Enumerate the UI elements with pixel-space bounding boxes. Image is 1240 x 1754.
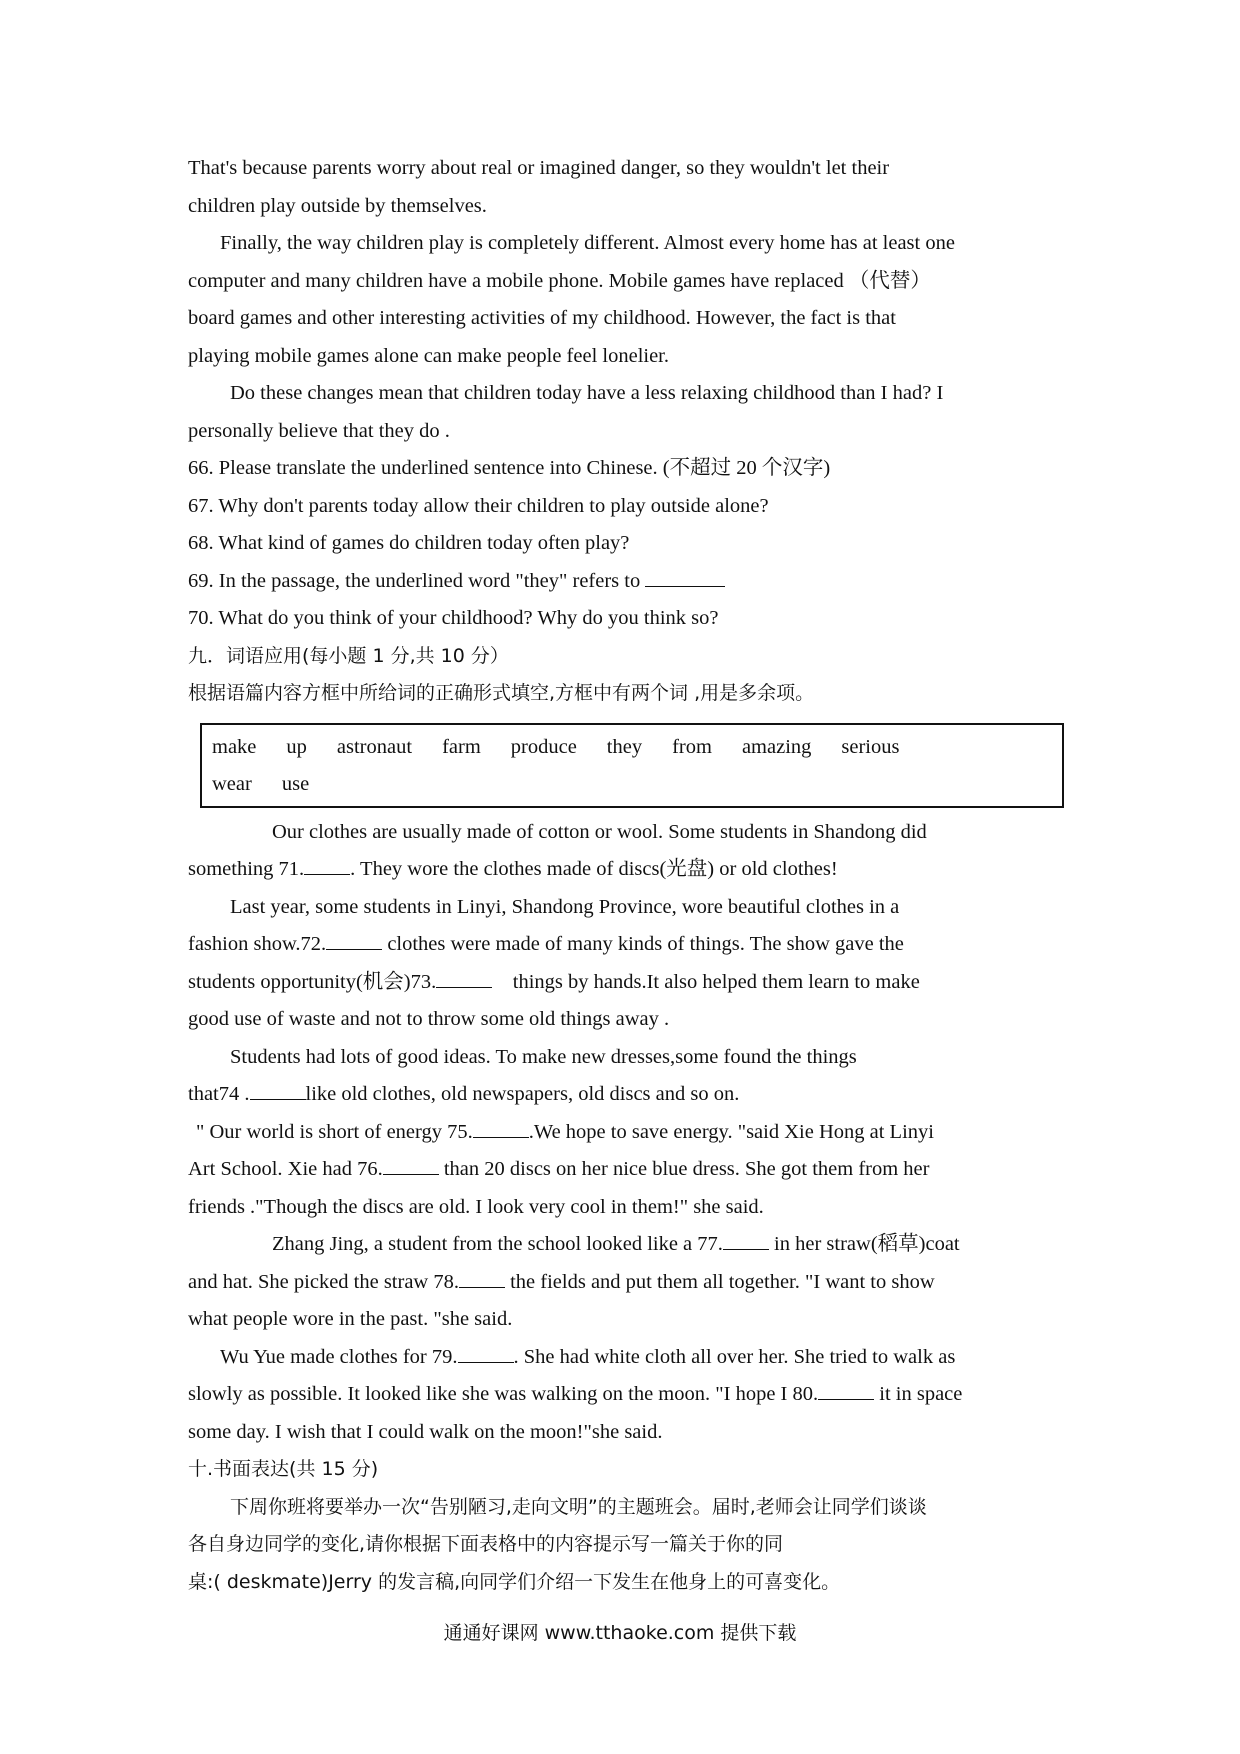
cloze-line: Wu Yue made clothes for 79. . She had white cloth all over her. She tried to walk as <box>188 1339 1068 1377</box>
word-bank-box <box>200 723 1064 808</box>
answer-blank <box>458 1342 514 1363</box>
word-bank-row <box>212 766 1052 804</box>
section-9-heading: 九．词语应用(每小题 1 分,共 10 分） <box>188 644 509 667</box>
cloze-line: what people wore in the past. "she said. <box>188 1308 513 1330</box>
question-69: 69. In the passage, the underlined word "they" refers to <box>188 563 1068 601</box>
passage-line: That's because parents worry about real or imagined danger, so they wouldn't let their <box>188 157 890 179</box>
cloze-line: Art School. Xie had 76. than 20 discs on her nice blue dress. She got them from her <box>188 1151 1068 1189</box>
cloze-line: slowly as possible. It looked like she was walking on the moon. "I hope I 80. it in space <box>188 1376 1068 1414</box>
word-bank-item: they <box>606 735 643 758</box>
word-bank-row <box>212 729 1052 767</box>
question-66: 66. Please translate the underlined sentence into Chinese. (不超过 20 个汉字) <box>188 457 831 479</box>
word-bank-item: farm <box>442 735 481 758</box>
passage-line: Do these changes mean that children today have a less relaxing childhood than I had? I <box>230 382 944 404</box>
word-bank-item: wear <box>212 773 252 795</box>
passage-line: children play outside by themselves. <box>188 194 487 217</box>
passage-line: Finally, the way children play is completely different. Almost every home has at least one <box>220 232 955 254</box>
cloze-line: and hat. She picked the straw 78. the fields and put them all together. "I want to show <box>188 1264 1068 1302</box>
answer-blank <box>459 1267 505 1288</box>
cloze-line: that74 . like old clothes, old newspapers, old discs and so on. <box>188 1076 1068 1114</box>
answer-blank <box>818 1379 874 1400</box>
section-10-text: 桌:( deskmate)Jerry 的发言稿,向同学们介绍一下发生在他身上的可喜变化。 <box>188 1570 841 1593</box>
question-67: 67. Why don't parents today allow their children to play outside alone? <box>188 494 769 517</box>
answer-blank <box>304 854 350 875</box>
word-bank-item: from <box>672 735 712 758</box>
answer-blank <box>436 967 492 988</box>
cloze-line: good use of waste and not to throw some old things away . <box>188 1008 670 1030</box>
cloze-line: students opportunity(机会)73. things by hands.It also helped them learn to make <box>188 964 1068 1002</box>
section-9-instruction: 根据语篇内容方框中所给词的正确形式填空,方框中有两个词 ,用是多余项。 <box>188 682 815 704</box>
cloze-line: something 71. . They wore the clothes made of discs(光盘) or old clothes! <box>188 851 1068 889</box>
cloze-line: Last year, some students in Linyi, Shandong Province, wore beautiful clothes in a <box>230 895 900 918</box>
word-bank-item: produce <box>510 735 577 758</box>
page-footer: 通通好课网 www.tthaoke.com 提供下载 <box>443 1622 797 1644</box>
word-bank-item: serious <box>841 735 900 758</box>
cloze-line: friends ."Though the discs are old. I look very cool in them!" she said. <box>188 1195 764 1218</box>
answer-blank <box>473 1117 529 1138</box>
cloze-line: fashion show.72. clothes were made of many kinds of things. The show gave the <box>188 926 1068 964</box>
passage-line: personally believe that they do . <box>188 419 450 442</box>
word-bank-item: up <box>286 735 307 758</box>
section-10-heading: 十.书面表达(共 15 分) <box>188 1458 379 1480</box>
passage-line: playing mobile games alone can make people feel lonelier. <box>188 344 669 367</box>
document-page <box>188 150 1068 1601</box>
cloze-line: some day. I wish that I could walk on the moon!"she said. <box>188 1420 663 1443</box>
word-bank-item: make <box>212 735 257 758</box>
cloze-line: Zhang Jing, a student from the school looked like a 77. in her straw(稻草)coat <box>188 1226 1068 1264</box>
answer-blank <box>723 1229 769 1250</box>
answer-blank <box>645 566 725 587</box>
question-70: 70. What do you think of your childhood? Why do you think so? <box>188 607 719 629</box>
answer-blank <box>250 1079 306 1100</box>
cloze-line: Our clothes are usually made of cotton or wool. Some students in Shandong did <box>272 820 927 843</box>
word-bank-item: amazing <box>741 735 812 758</box>
passage-line: computer and many children have a mobile phone. Mobile games have replaced （代替） <box>188 269 931 292</box>
question-68: 68. What kind of games do children today often play? <box>188 532 630 554</box>
answer-blank <box>383 1154 439 1175</box>
word-bank-item: astronaut <box>336 735 413 758</box>
answer-blank <box>326 929 382 950</box>
word-bank-item: use <box>281 773 310 795</box>
cloze-line: " Our world is short of energy 75. .We hope to save energy. "said Xie Hong at Linyi <box>188 1114 1068 1152</box>
section-10-text: 各自身边同学的变化,请你根据下面表格中的内容提示写一篇关于你的同 <box>188 1533 784 1555</box>
cloze-line: Students had lots of good ideas. To make new dresses,some found the things <box>230 1045 857 1068</box>
section-10-text: 下周你班将要举办一次“告别陋习,走向文明”的主题班会。届时,老师会让同学们谈谈 <box>230 1495 927 1518</box>
passage-line: board games and other interesting activities of my childhood. However, the fact is that <box>188 307 896 329</box>
